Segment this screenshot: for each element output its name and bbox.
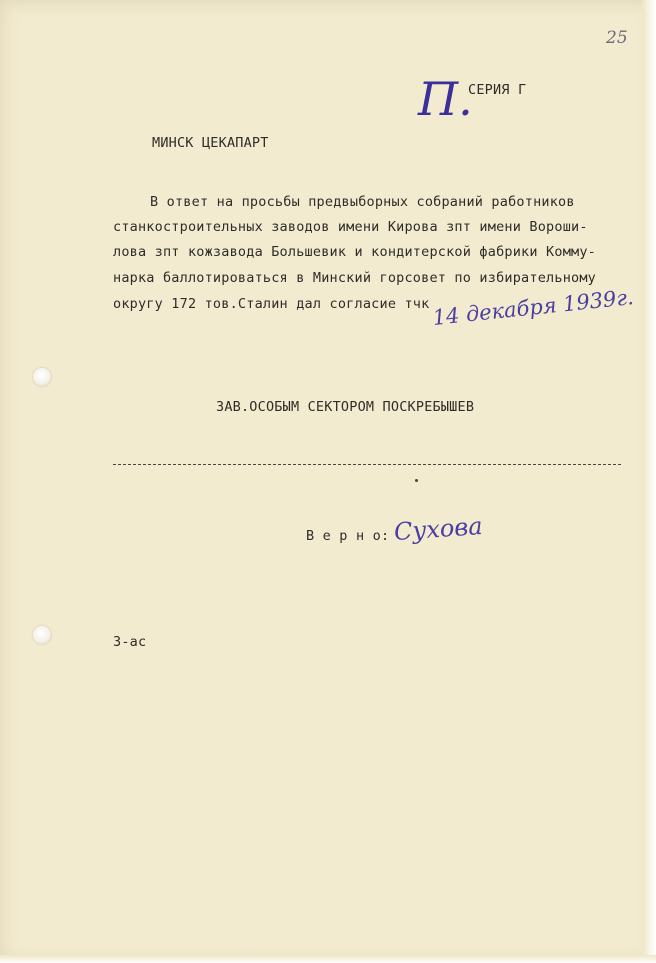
series-label: СЕРИЯ Г [468,82,527,98]
archive-page-number: 25 [606,28,628,48]
separator-rule [113,464,621,465]
punch-hole-upper [33,368,51,386]
verified-signature: Сухова [393,511,484,547]
body-line: лова зпт кожзавода Большевик и кондитерской фабрики Комму- [113,244,597,260]
ink-dot [415,479,418,482]
body-line: В ответ на просьбы предвыборных собраний работников [150,194,575,210]
page-edge-right [642,0,656,963]
typist-mark: 3-ас [113,634,147,650]
body-line: округу 172 тов.Сталин дал согласие тчк [113,296,430,312]
page-edge-bottom [0,955,656,963]
signature-line: ЗАВ.ОСОБЫМ СЕКТОРОМ ПОСКРЕБЫШЕВ [216,399,475,415]
addressee: МИНСК ЦЕКАПАРТ [152,135,269,151]
body-line: станкостроительных заводов имени Кирова зпт имени Вороши- [113,219,588,235]
handwritten-date: 14 декабря 1939г. [431,285,635,330]
series-handwritten-mark: П. [418,72,473,126]
verified-label: В е р н о: [306,528,390,544]
body-line: нарка баллотироваться в Минский горсовет по избирательному [113,270,597,286]
punch-hole-lower [33,626,51,644]
